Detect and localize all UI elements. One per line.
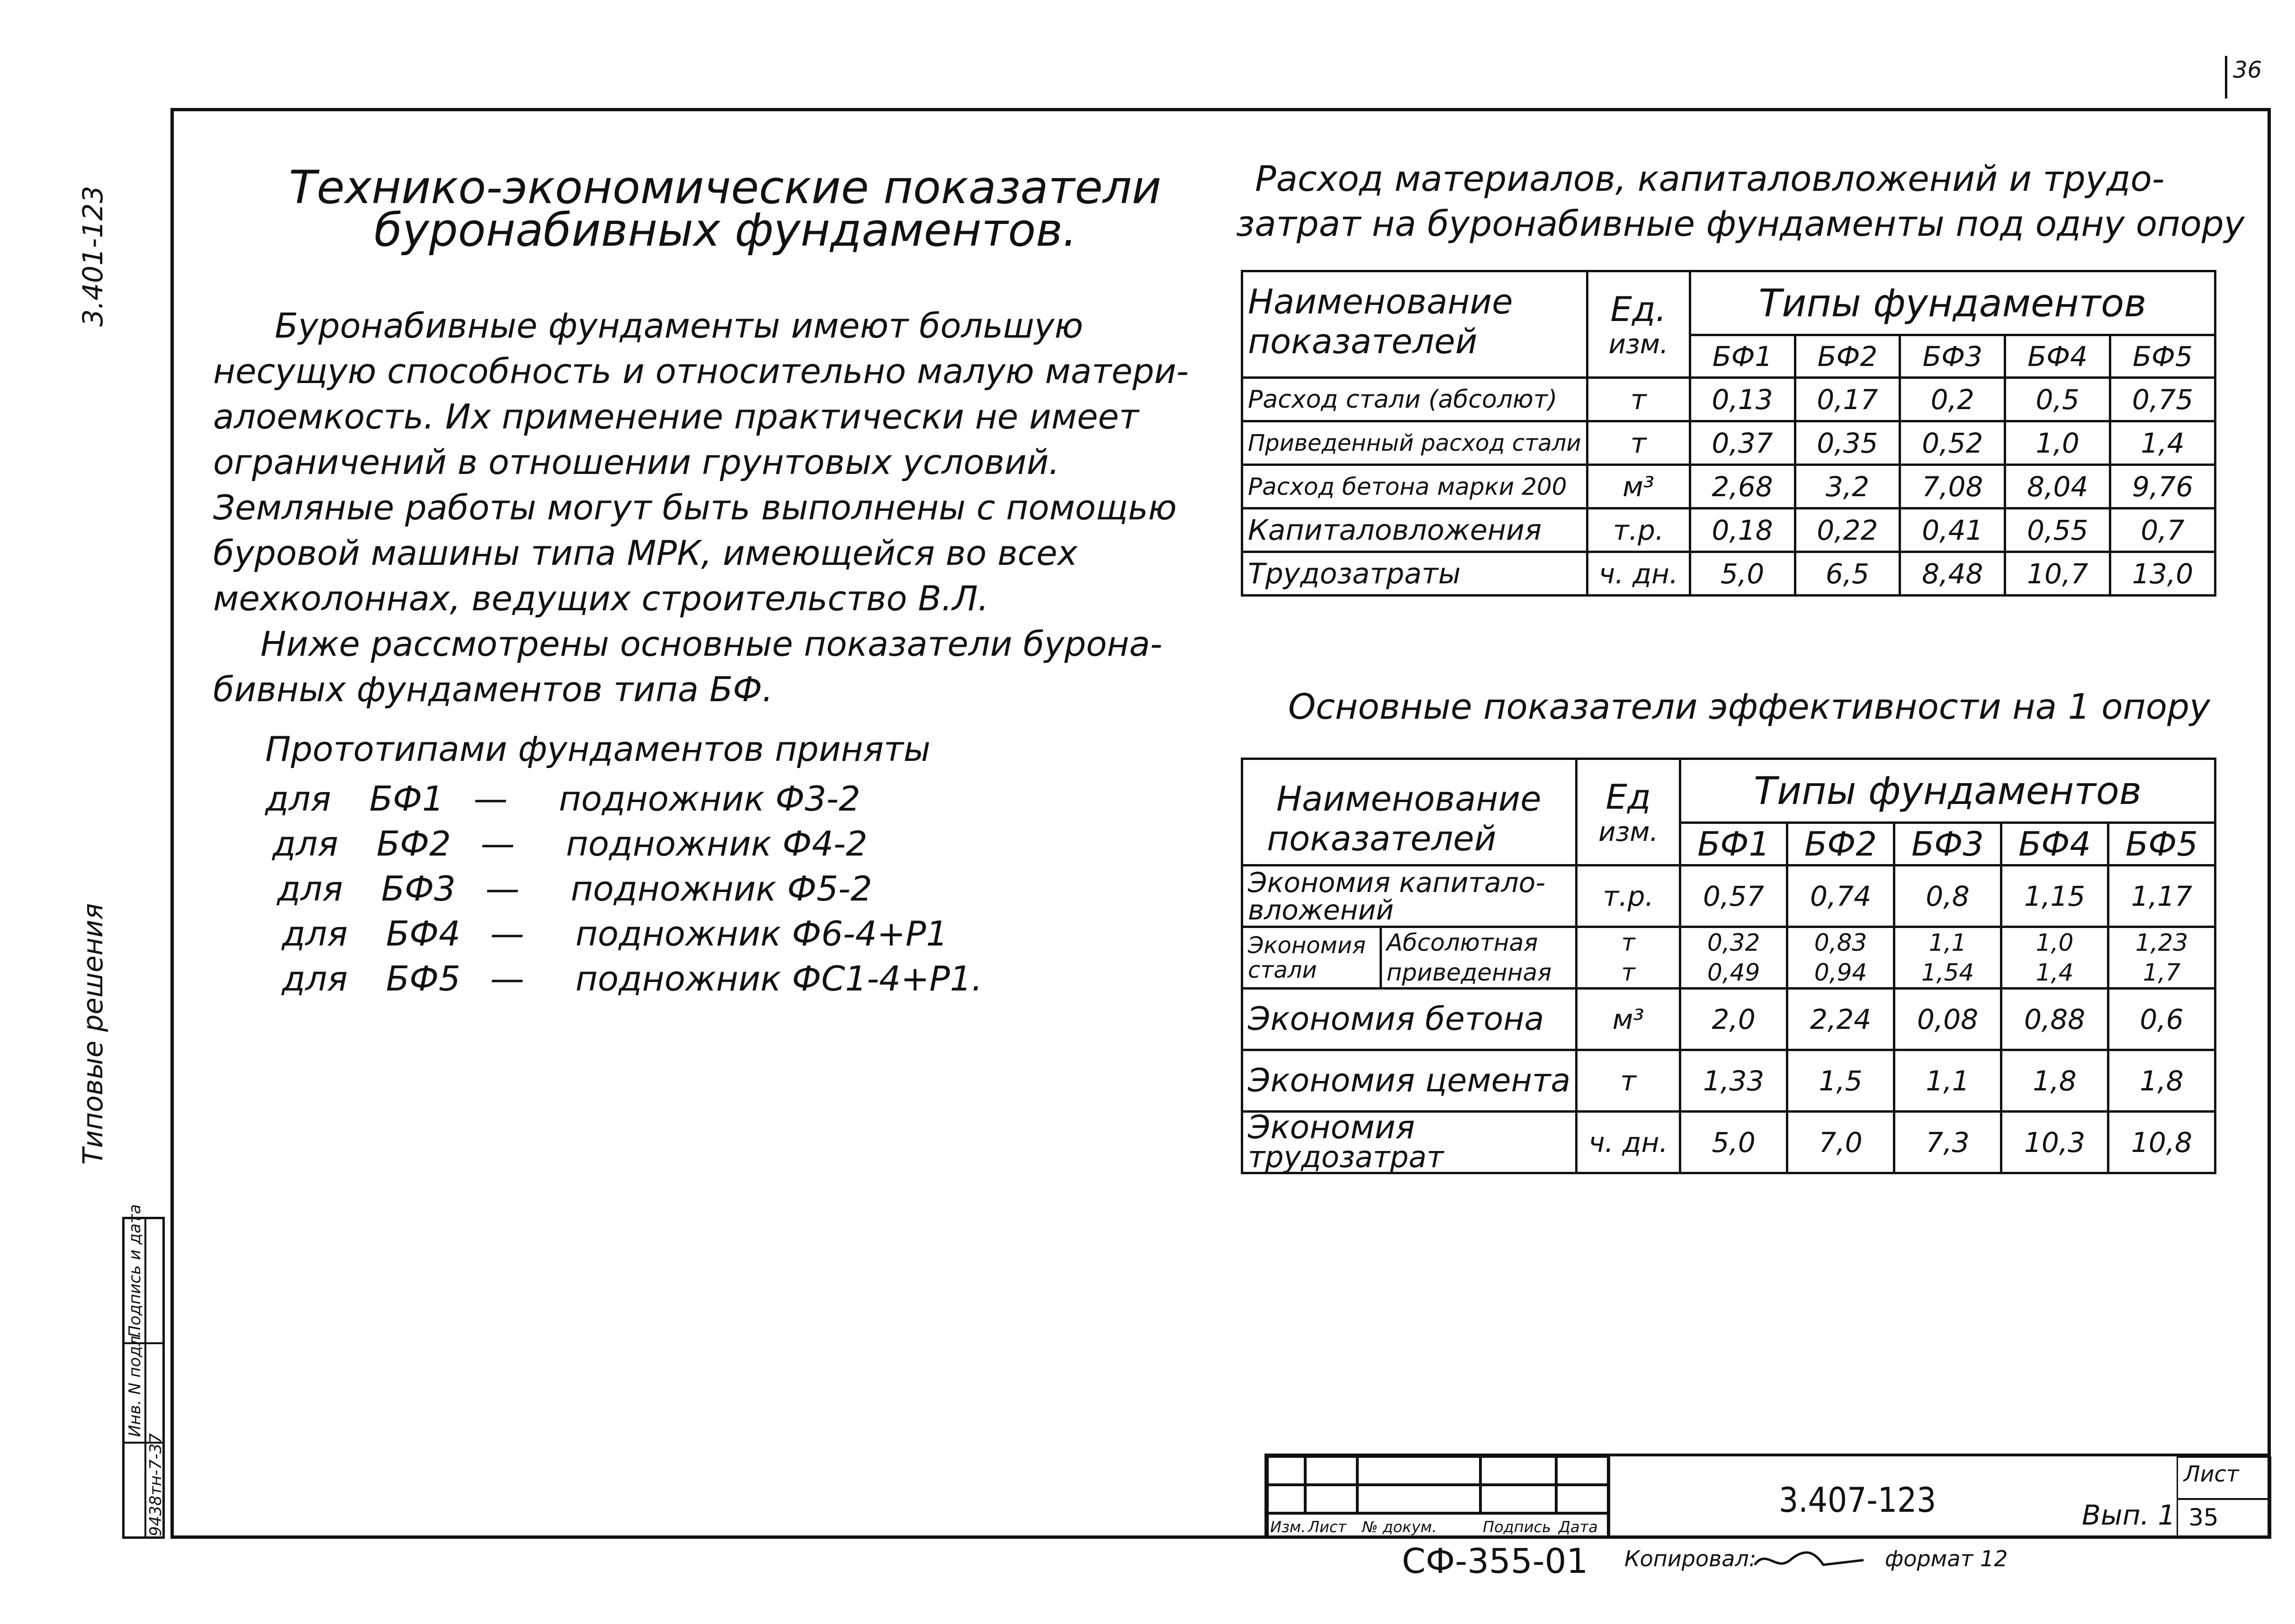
page-title-line-2: буронабивных фундаментов. [374, 204, 1077, 257]
row-unit: т [1577, 958, 1680, 989]
paragraph-line: алоемкость. Их применение практически не имеет [213, 397, 1139, 437]
row-value: 1,23 [2108, 927, 2215, 958]
paragraph-line: Ниже рассмотрены основные показатели бурона- [260, 624, 1163, 664]
row-name: Капиталовложения [1242, 509, 1587, 552]
row-value: 9,76 [2110, 465, 2215, 509]
table1-header-unit [1587, 271, 1690, 378]
table-row [1242, 927, 2215, 958]
page-title-line-1: Технико-экономические показатели [289, 161, 1162, 214]
row-value: 1,1 [1894, 1050, 2001, 1112]
row-name: Расход стали (абсолют) [1242, 378, 1587, 421]
tb-label-list: Лист [1308, 1518, 1347, 1536]
row-name-line-2: стали [1248, 956, 1317, 983]
row-value: 1,7 [2108, 958, 2215, 989]
row-value: 7,0 [1787, 1112, 1894, 1173]
table2-type-col: БФ3 [1894, 823, 2001, 866]
prototype-row [277, 869, 872, 909]
table-row [1242, 509, 2215, 552]
prototype-prefix: для [265, 779, 332, 819]
row-value: 5,0 [1690, 552, 1795, 596]
table2-caption: Основные показатели эффективности на 1 опору [1288, 687, 2210, 727]
table1-caption-line-2: затрат на буронабивные фундаменты под одну опору [1236, 204, 2245, 244]
copied-by-label: Копировал: [1624, 1546, 1757, 1571]
table-row [1242, 1050, 2215, 1112]
tb-label-date: Дата [1559, 1518, 1598, 1536]
issue-label: Вып. 1 [2082, 1499, 2176, 1531]
row-value: 0,8 [1894, 866, 2001, 927]
prototype-dash: — [490, 914, 524, 954]
row-value: 0,52 [1900, 421, 2005, 465]
prototype-text: подножник ФС1-4+Р1. [575, 959, 983, 999]
header-name-line-2: показателей [1248, 321, 1478, 361]
prototype-dash: — [490, 959, 524, 999]
row-value: 6,5 [1795, 552, 1900, 596]
row-unit: т [1587, 421, 1690, 465]
row-name-line-2: вложений [1248, 893, 1394, 926]
row-value: 0,83 [1787, 927, 1894, 958]
materials-table [1241, 270, 2216, 597]
row-name-line-1: Экономия [1248, 1108, 1415, 1146]
header-name-line-1: Наименование [1248, 282, 1513, 321]
prototype-row [282, 959, 982, 999]
row-value: 10,7 [2005, 552, 2110, 596]
row-value: 0,74 [1787, 866, 1894, 927]
table-row [1242, 552, 2215, 596]
row-value: 0,49 [1680, 958, 1787, 989]
row-name [1242, 1108, 1577, 1174]
row-value: 1,33 [1680, 1050, 1787, 1112]
tb-label-izm: Изм. [1270, 1518, 1306, 1536]
margin-stamp [122, 1204, 165, 1539]
header-unit-line-2: изм. [1608, 329, 1668, 360]
row-unit: ч. дн. [1577, 1112, 1680, 1173]
intro-paragraph [213, 303, 1189, 712]
paragraph-line: несущую способность и относительно малую матери- [213, 351, 1189, 391]
prototype-prefix: для [282, 914, 348, 954]
row-value: 7,08 [1900, 465, 2005, 509]
prototype-prefix: для [277, 869, 343, 909]
prototype-dash: — [485, 869, 520, 909]
table-row [1242, 958, 2215, 989]
margin-document-code: 3.401-123 [77, 186, 109, 327]
copier-signature [1752, 1546, 1866, 1579]
stamp-inv-label: Инв. N подл. [126, 1330, 144, 1437]
row-name: Экономия цемента [1242, 1050, 1577, 1112]
efficiency-table [1241, 758, 2216, 1174]
header-unit-line-2: изм. [1598, 816, 1658, 848]
tb-label-doc: № докум. [1362, 1518, 1437, 1536]
prototype-prefix: для [282, 959, 348, 999]
row-value: 0,5 [2005, 378, 2110, 421]
table1-type-col: БФ3 [1900, 335, 2005, 378]
table-row [1242, 866, 2215, 927]
prototype-text: подножник Ф4-2 [566, 824, 868, 864]
prototype-prefix: для [272, 824, 339, 864]
row-subname: приведенная [1381, 958, 1577, 989]
row-value: 1,8 [2001, 1050, 2108, 1112]
table1-header-types: Типы фундаментов [1690, 271, 2215, 335]
table2-header-types: Типы фундаментов [1680, 759, 2215, 823]
prototype-type: БФ1 [369, 779, 444, 819]
paragraph-line: ограничений в отношении грунтовых условий. [213, 442, 1060, 482]
table2-type-col: БФ2 [1787, 823, 1894, 866]
prototype-type: БФ4 [386, 914, 461, 954]
row-value: 13,0 [2110, 552, 2215, 596]
corner-tick-mark [2225, 56, 2227, 98]
row-value: 0,41 [1900, 509, 2005, 552]
row-unit: т.р. [1587, 509, 1690, 552]
row-value: 1,17 [2108, 866, 2215, 927]
table-row [1242, 989, 2215, 1050]
paragraph-line: буровой машины типа МРК, имеющейся во всех [213, 533, 1078, 573]
row-value: 0,75 [2110, 378, 2215, 421]
table1-type-col: БФ2 [1795, 335, 1900, 378]
sheet-label: Лист [2184, 1461, 2239, 1487]
row-value: 1,0 [2005, 421, 2110, 465]
row-value: 0,7 [2110, 509, 2215, 552]
row-value: 2,0 [1680, 989, 1787, 1050]
row-value: 1,0 [2001, 927, 2108, 958]
paragraph-line: мехколоннах, ведущих строительство В.Л. [213, 579, 989, 618]
margin-series-label: Типовые решения [77, 903, 109, 1165]
table-row [1242, 465, 2215, 509]
row-value: 8,48 [1900, 552, 2005, 596]
prototype-type: БФ2 [377, 824, 451, 864]
row-unit: т [1577, 927, 1680, 958]
table-row [1242, 421, 2215, 465]
table1-caption-line-1: Расход материалов, капиталовложений и трудо- [1255, 159, 2165, 199]
document-code: 3.407-123 [1779, 1480, 1936, 1520]
row-name: Расход бетона марки 200 [1242, 465, 1587, 509]
paragraph-line: бивных фундаментов типа БФ. [213, 669, 773, 709]
title-block [1264, 1454, 2271, 1539]
table1-header-name [1242, 271, 1587, 378]
table2-header-unit [1577, 759, 1680, 866]
prototype-row [265, 779, 861, 819]
header-unit-line-1: Ед [1605, 776, 1651, 817]
row-value: 1,1 [1894, 927, 2001, 958]
row-name-line-1: Экономия капитало- [1248, 866, 1546, 899]
row-name [1242, 927, 1381, 989]
prototype-text: подножник Ф3-2 [559, 779, 861, 819]
row-value: 7,3 [1894, 1112, 2001, 1173]
prototype-row [282, 914, 948, 954]
prototype-row [272, 824, 868, 864]
row-unit: т [1587, 378, 1690, 421]
table1-type-col: БФ4 [2005, 335, 2110, 378]
row-value: 0,17 [1795, 378, 1900, 421]
table2-header-name [1242, 759, 1577, 866]
table2-type-col: БФ1 [1680, 823, 1787, 866]
row-value: 2,24 [1787, 989, 1894, 1050]
row-unit: м³ [1587, 465, 1690, 509]
row-value: 0,6 [2108, 989, 2215, 1050]
row-value: 10,8 [2108, 1112, 2215, 1173]
paragraph-line: Земляные работы могут быть выполнены с помощью [213, 488, 1177, 527]
prototype-dash: — [481, 824, 515, 864]
row-value: 1,4 [2001, 958, 2108, 989]
prototype-type: БФ3 [381, 869, 456, 909]
stamp-sign-date-label: Подпись и дата [126, 1204, 144, 1338]
row-value: 2,68 [1690, 465, 1795, 509]
row-value: 0,94 [1787, 958, 1894, 989]
prototype-dash: — [474, 779, 508, 819]
row-value: 8,04 [2005, 465, 2110, 509]
prototypes-heading: Прототипами фундаментов приняты [265, 729, 931, 769]
row-value: 1,4 [2110, 421, 2215, 465]
row-value: 0,32 [1680, 927, 1787, 958]
row-value: 0,37 [1690, 421, 1795, 465]
archive-number: СФ-355-01 [1402, 1541, 1588, 1581]
sheet-number: 35 [2188, 1504, 2219, 1531]
row-unit: т [1577, 1050, 1680, 1112]
row-value: 3,2 [1795, 465, 1900, 509]
row-value: 0,08 [1894, 989, 2001, 1050]
prototype-type: БФ5 [386, 959, 461, 999]
row-value: 0,88 [2001, 989, 2108, 1050]
format-label: формат 12 [1885, 1546, 2008, 1571]
header-name-line-1: Наименование [1276, 779, 1542, 819]
row-value: 0,55 [2005, 509, 2110, 552]
row-value: 0,57 [1680, 866, 1787, 927]
row-value: 1,54 [1894, 958, 2001, 989]
row-name [1242, 866, 1577, 927]
table2-type-col: БФ4 [2001, 823, 2108, 866]
table2-type-col: БФ5 [2108, 823, 2215, 866]
table1-type-col: БФ1 [1690, 335, 1795, 378]
table-row [1242, 1112, 2215, 1173]
table-row [1242, 378, 2215, 421]
row-value: 0,35 [1795, 421, 1900, 465]
row-value: 0,22 [1795, 509, 1900, 552]
page-corner-number: 36 [2233, 57, 2262, 83]
row-unit: ч. дн. [1587, 552, 1690, 596]
row-name-line-1: Экономия [1248, 932, 1366, 959]
tb-label-sign: Подпись [1483, 1518, 1551, 1536]
header-name-line-2: показателей [1267, 819, 1497, 858]
row-subname: Абсолютная [1381, 927, 1577, 958]
row-value: 0,18 [1690, 509, 1795, 552]
stamp-inv-value: 9438тн-7-37 [146, 1433, 165, 1536]
prototype-text: подножник Ф6-4+Р1 [575, 914, 948, 954]
row-value: 1,8 [2108, 1050, 2215, 1112]
row-value: 10,3 [2001, 1112, 2108, 1173]
prototype-text: подножник Ф5-2 [571, 869, 872, 909]
row-value: 5,0 [1680, 1112, 1787, 1173]
table1-type-col: БФ5 [2110, 335, 2215, 378]
row-unit: м³ [1577, 989, 1680, 1050]
paragraph-line: Буронабивные фундаменты имеют большую [275, 306, 1084, 346]
row-name: Приведенный расход стали [1242, 421, 1587, 465]
row-value: 0,13 [1690, 378, 1795, 421]
header-unit-line-1: Ед. [1610, 289, 1667, 329]
row-value: 0,2 [1900, 378, 2005, 421]
row-unit: т.р. [1577, 866, 1680, 927]
row-value: 1,15 [2001, 866, 2108, 927]
row-name: Экономия бетона [1242, 989, 1577, 1050]
row-value: 1,5 [1787, 1050, 1894, 1112]
row-name-line-2: трудозатрат [1248, 1139, 1444, 1174]
row-name: Трудозатраты [1242, 552, 1587, 596]
